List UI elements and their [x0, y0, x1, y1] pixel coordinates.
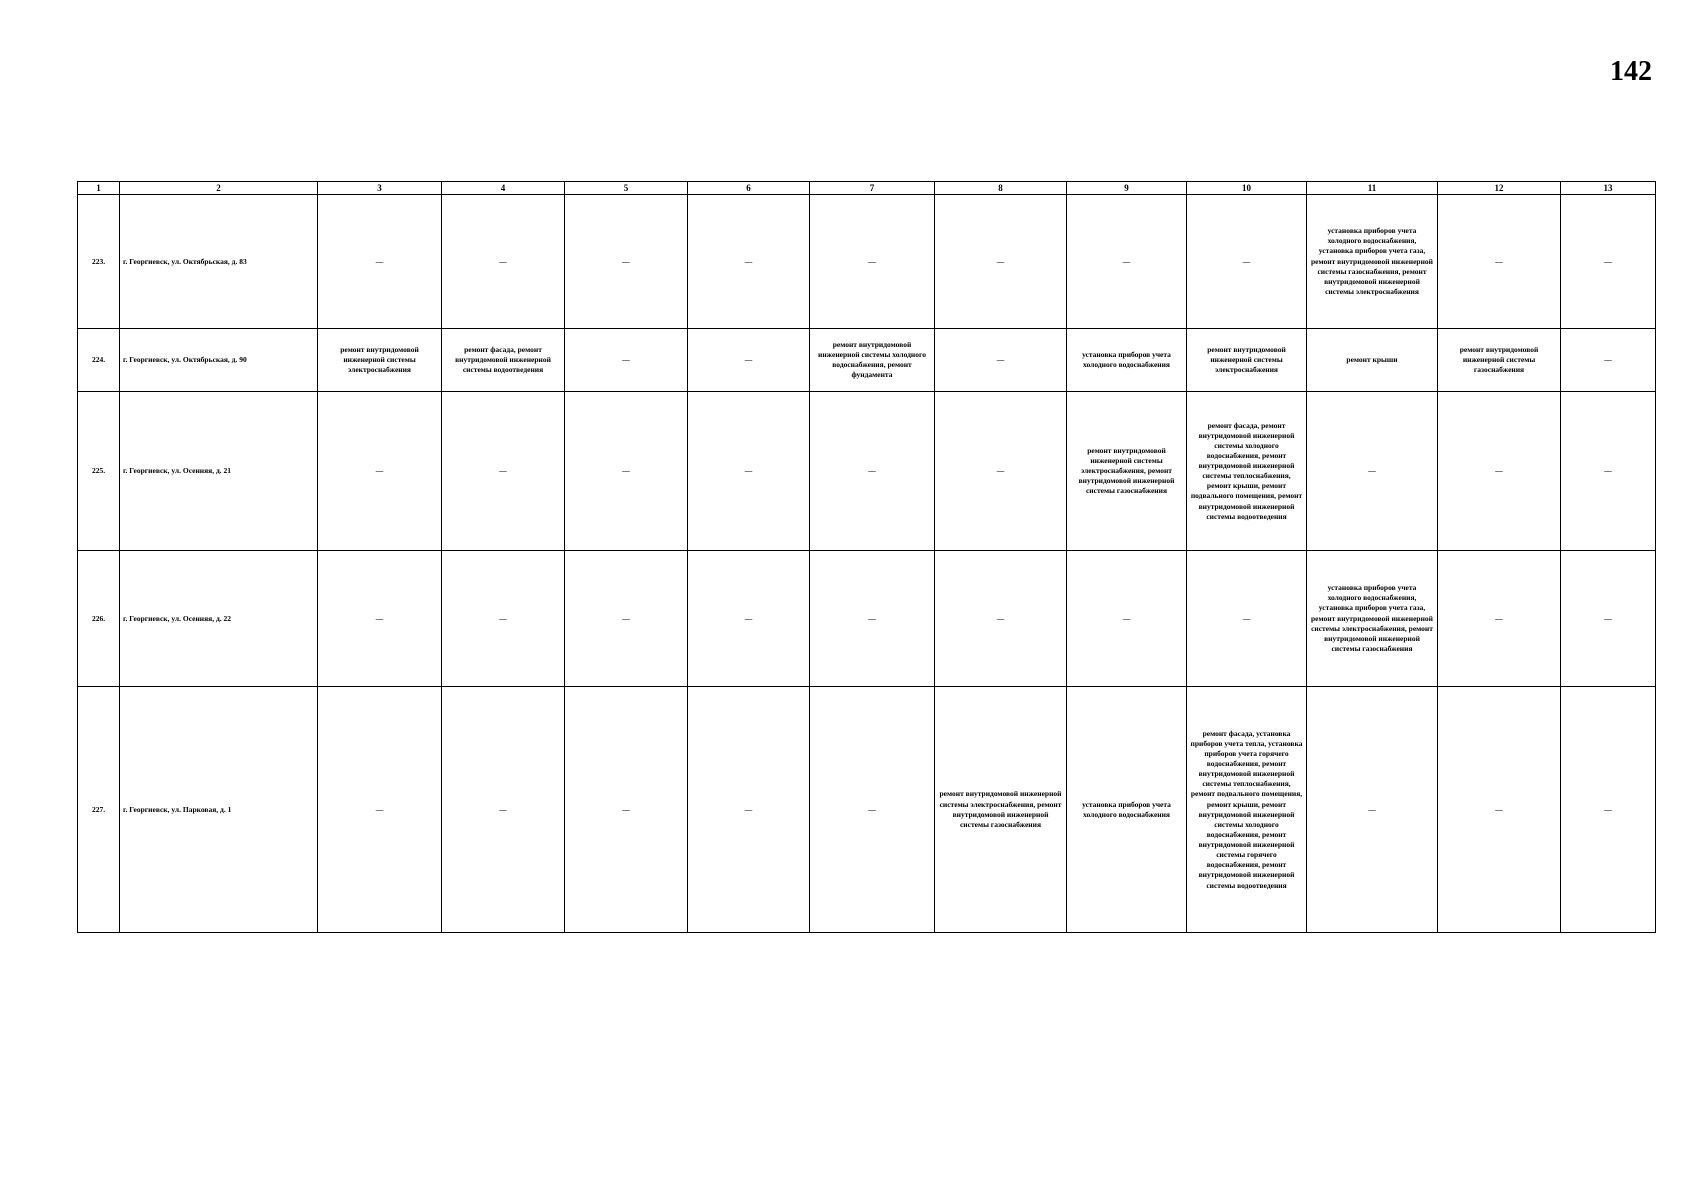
cell-col5: — [565, 195, 688, 329]
cell-col4: — [442, 195, 565, 329]
address-cell: г. Георгиевск, ул. Октябрьская, д. 83 [120, 195, 318, 329]
cell-col5: — [565, 392, 688, 551]
page-number: 142 [1610, 56, 1652, 87]
cell-col11: — [1307, 392, 1438, 551]
cell-col12: — [1438, 687, 1561, 933]
cell-col6: — [688, 392, 810, 551]
address-cell: г. Георгиевск, ул. Октябрьская, д. 90 [120, 329, 318, 392]
column-header: 13 [1561, 182, 1656, 195]
cell-col11: установка приборов учета холодного водоснабжения, установка приборов учета газа, ремонт внутридомовой инженерной системы электроснабжения, ремонт внутридомовой инженерной системы газоснабжения [1307, 551, 1438, 687]
cell-col12: — [1438, 195, 1561, 329]
cell-col4: — [442, 551, 565, 687]
table-row [78, 392, 1656, 551]
cell-col12: ремонт внутридомовой инженерной системы газоснабжения [1438, 329, 1561, 392]
cell-col4: ремонт фасада, ремонт внутридомовой инженерной системы водоотведения [442, 329, 565, 392]
table-row [78, 687, 1656, 933]
cell-col5: — [565, 551, 688, 687]
cell-col9: ремонт внутридомовой инженерной системы электроснабжения, ремонт внутридомовой инженерной системы газоснабжения [1067, 392, 1187, 551]
row-number: 227. [78, 687, 120, 933]
cell-col7: — [810, 195, 935, 329]
cell-col9: установка приборов учета холодного водоснабжения [1067, 687, 1187, 933]
row-number: 223. [78, 195, 120, 329]
column-number-row [78, 182, 1656, 195]
cell-col8: ремонт внутридомовой инженерной системы электроснабжения, ремонт внутридомовой инженерной системы газоснабжения [935, 687, 1067, 933]
row-number: 224. [78, 329, 120, 392]
cell-col13: — [1561, 329, 1656, 392]
cell-col8: — [935, 392, 1067, 551]
column-header: 7 [810, 182, 935, 195]
column-header: 5 [565, 182, 688, 195]
cell-col3: — [318, 195, 442, 329]
cell-col7: — [810, 551, 935, 687]
row-number: 225. [78, 392, 120, 551]
cell-col10: — [1187, 551, 1307, 687]
cell-col4: — [442, 392, 565, 551]
cell-col13: — [1561, 392, 1656, 551]
column-header: 6 [688, 182, 810, 195]
address-cell: г. Георгиевск, ул. Осенняя, д. 22 [120, 551, 318, 687]
column-header: 1 [78, 182, 120, 195]
column-header: 8 [935, 182, 1067, 195]
cell-col7: — [810, 687, 935, 933]
cell-col8: — [935, 551, 1067, 687]
column-header: 9 [1067, 182, 1187, 195]
cell-col9: — [1067, 195, 1187, 329]
row-number: 226. [78, 551, 120, 687]
table-row [78, 329, 1656, 392]
address-cell: г. Георгиевск, ул. Осенняя, д. 21 [120, 392, 318, 551]
column-header: 3 [318, 182, 442, 195]
table-row [78, 551, 1656, 687]
cell-col8: — [935, 329, 1067, 392]
column-header: 10 [1187, 182, 1307, 195]
column-header: 11 [1307, 182, 1438, 195]
cell-col6: — [688, 329, 810, 392]
repair-schedule-table [77, 181, 1656, 933]
cell-col13: — [1561, 551, 1656, 687]
cell-col10: ремонт фасада, установка приборов учета тепла, установка приборов учета горячего водоснабжения, ремонт внутридомовой инженерной системы теплоснабжения, ремонт подвального помещения, ремонт крыши, ремонт внутридомовой инженерной системы холодного водоснабжения, ремонт внутридомовой инженерной системы горячего водоснабжения, ремонт внутридомовой инженерной системы водоотведения [1187, 687, 1307, 933]
cell-col5: — [565, 687, 688, 933]
cell-col12: — [1438, 392, 1561, 551]
cell-col4: — [442, 687, 565, 933]
cell-col13: — [1561, 195, 1656, 329]
cell-col11: — [1307, 687, 1438, 933]
cell-col6: — [688, 195, 810, 329]
cell-col3: — [318, 551, 442, 687]
address-cell: г. Георгиевск, ул. Парковая, д. 1 [120, 687, 318, 933]
cell-col9: установка приборов учета холодного водоснабжения [1067, 329, 1187, 392]
cell-col10: — [1187, 195, 1307, 329]
cell-col6: — [688, 551, 810, 687]
cell-col6: — [688, 687, 810, 933]
cell-col11: установка приборов учета холодного водоснабжения, установка приборов учета газа, ремонт внутридомовой инженерной системы газоснабжения, ремонт внутридомовой инженерной системы электроснабжения [1307, 195, 1438, 329]
cell-col11: ремонт крыши [1307, 329, 1438, 392]
cell-col3: — [318, 392, 442, 551]
cell-col13: — [1561, 687, 1656, 933]
cell-col3: — [318, 687, 442, 933]
cell-col12: — [1438, 551, 1561, 687]
cell-col7: — [810, 392, 935, 551]
cell-col10: ремонт фасада, ремонт внутридомовой инженерной системы холодного водоснабжения, ремонт внутридомовой инженерной системы теплоснабжения, ремонт крыши, ремонт подвального помещения, ремонт внутридомовой инженерной системы водоотведения [1187, 392, 1307, 551]
cell-col3: ремонт внутридомовой инженерной системы электроснабжения [318, 329, 442, 392]
cell-col10: ремонт внутридомовой инженерной системы электроснабжения [1187, 329, 1307, 392]
cell-col8: — [935, 195, 1067, 329]
cell-col9: — [1067, 551, 1187, 687]
column-header: 4 [442, 182, 565, 195]
table-row [78, 195, 1656, 329]
column-header: 12 [1438, 182, 1561, 195]
cell-col7: ремонт внутридомовой инженерной системы холодного водоснабжения, ремонт фундамента [810, 329, 935, 392]
cell-col5: — [565, 329, 688, 392]
column-header: 2 [120, 182, 318, 195]
